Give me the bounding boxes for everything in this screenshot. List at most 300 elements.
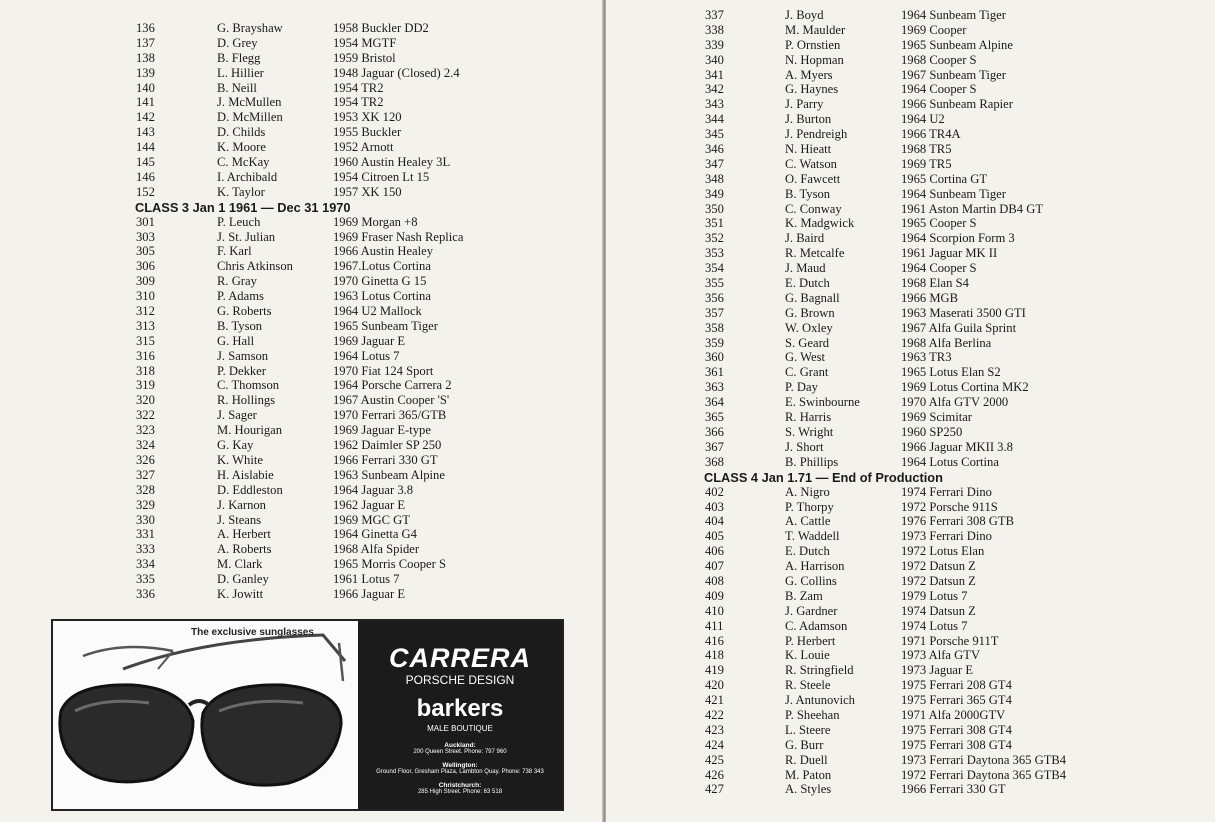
driver-name: G. Kay <box>217 438 254 453</box>
entry-row <box>0 110 603 125</box>
driver-name: J. Burton <box>785 112 832 127</box>
driver-name: J. Karnon <box>217 497 266 512</box>
entry-number: 367 <box>705 439 724 454</box>
class-4-heading: CLASS 4 Jan 1.71 — End of Production <box>704 469 943 485</box>
driver-name: N. Hopman <box>785 52 844 67</box>
driver-name: N. Hieatt <box>785 142 832 157</box>
driver-name: P. Ornstien <box>785 37 841 52</box>
car-model: 1964 U2 Mallock <box>333 304 422 319</box>
car-model: 1964 Porsche Carrera 2 <box>333 378 452 393</box>
entry-row <box>0 393 603 408</box>
entry-number: 316 <box>136 348 155 363</box>
driver-name: K. Jowitt <box>217 586 264 601</box>
driver-name: R. Hollings <box>217 393 276 408</box>
entry-number: 319 <box>136 378 155 393</box>
entry-row <box>606 112 1215 127</box>
entry-row <box>0 170 603 185</box>
car-model: 1966 Ferrari 330 GT <box>333 452 438 467</box>
driver-name: M. Hourigan <box>217 423 283 438</box>
entry-number: 312 <box>136 304 155 319</box>
entry-number: 333 <box>136 542 155 557</box>
car-model: 1975 Ferrari 365 GT4 <box>901 693 1012 708</box>
entry-row <box>606 574 1215 589</box>
entry-row <box>0 259 603 274</box>
car-model: 1962 Daimler SP 250 <box>333 438 442 453</box>
car-model: 1966 Sunbeam Rapier <box>901 97 1013 112</box>
entry-row <box>0 66 603 81</box>
class-4-entries <box>606 485 1215 798</box>
entry-row <box>606 202 1215 217</box>
entry-number: 139 <box>136 65 155 80</box>
driver-name: C. Adamson <box>785 618 848 633</box>
car-model: 1964 Jaguar 3.8 <box>333 482 414 497</box>
entry-row <box>606 350 1215 365</box>
entry-number: 424 <box>705 737 724 752</box>
car-model: 1973 Ferrari Dino <box>901 529 992 544</box>
driver-name: K. Taylor <box>217 184 265 199</box>
entry-number: 342 <box>705 82 724 97</box>
car-model: 1974 Datsun Z <box>901 603 976 618</box>
entry-number: 152 <box>136 184 155 199</box>
entry-row <box>606 172 1215 187</box>
driver-name: P. Thorpy <box>785 499 834 514</box>
car-model: 1954 TR2 <box>333 95 384 110</box>
entry-row <box>606 157 1215 172</box>
entry-number: 309 <box>136 274 155 289</box>
entry-number: 425 <box>705 752 724 767</box>
driver-name: R. Metcalfe <box>785 246 845 261</box>
entry-number: 363 <box>705 380 724 395</box>
entry-row <box>606 604 1215 619</box>
driver-name: C. McKay <box>217 155 270 170</box>
car-model: 1971 Alfa 2000GTV <box>901 707 1006 722</box>
entry-row <box>0 378 603 393</box>
entry-number: 411 <box>705 618 724 633</box>
entry-number: 419 <box>705 663 724 678</box>
entry-row <box>606 216 1215 231</box>
right-entry-list <box>606 8 1215 797</box>
entry-number: 423 <box>705 722 724 737</box>
entry-row <box>606 97 1215 112</box>
car-model: 1961 Jaguar MK II <box>901 246 998 261</box>
car-model: 1972 Porsche 911S <box>901 499 998 514</box>
car-model: 1965 Cortina GT <box>901 171 988 186</box>
entry-row <box>0 453 603 468</box>
entry-number: 360 <box>705 350 724 365</box>
car-model: 1964 Scorpion Form 3 <box>901 231 1015 246</box>
entry-number: 349 <box>705 186 724 201</box>
entry-number: 320 <box>136 393 155 408</box>
entry-number: 416 <box>705 633 724 648</box>
entry-row <box>606 723 1215 738</box>
entry-number: 350 <box>705 201 724 216</box>
entry-number: 327 <box>136 467 155 482</box>
driver-name: J. Boyd <box>785 8 824 22</box>
entry-row <box>606 53 1215 68</box>
driver-name: K. Moore <box>217 140 266 155</box>
entry-row <box>606 336 1215 351</box>
driver-name: D. Ganley <box>217 572 269 587</box>
driver-name: G. Haynes <box>785 82 839 97</box>
entry-number: 356 <box>705 290 724 305</box>
entry-number: 337 <box>705 8 724 22</box>
car-model: 1954 TR2 <box>333 80 384 95</box>
entry-number: 136 <box>136 21 155 35</box>
entry-row <box>606 276 1215 291</box>
car-model: 1963 TR3 <box>901 350 952 365</box>
driver-name: G. Brayshaw <box>217 21 283 35</box>
entry-row <box>0 51 603 66</box>
car-model: 1964 Lotus Cortina <box>901 454 999 469</box>
entry-row <box>606 23 1215 38</box>
car-model: 1966 Jaguar E <box>333 586 406 601</box>
entry-number: 339 <box>705 37 724 52</box>
entry-row <box>0 438 603 453</box>
entry-number: 402 <box>705 484 724 499</box>
car-model: 1954 MGTF <box>333 35 397 50</box>
driver-name: R. Harris <box>785 410 832 425</box>
entry-row <box>606 693 1215 708</box>
driver-name: B. Flegg <box>217 50 261 65</box>
entry-row <box>606 291 1215 306</box>
entry-number: 146 <box>136 169 155 184</box>
entry-number: 145 <box>136 155 155 170</box>
driver-name: A. Roberts <box>217 542 272 557</box>
car-model: 1970 Ferrari 365/GTB <box>333 408 447 423</box>
driver-name: G. Hall <box>217 333 255 348</box>
driver-name: K. White <box>217 452 263 467</box>
driver-name: J. Sager <box>217 408 257 423</box>
entry-row <box>0 557 603 572</box>
entry-row <box>606 544 1215 559</box>
entry-row <box>606 187 1215 202</box>
entry-number: 329 <box>136 497 155 512</box>
car-model: 1968 Alfa Spider <box>333 542 420 557</box>
entry-number: 427 <box>705 782 724 797</box>
entry-row <box>606 648 1215 663</box>
driver-name: G. Brown <box>785 305 835 320</box>
wellington-address: Wellington: Ground Floor, Gresham Plaza, Lambton Quay. Phone: 738 343 <box>376 762 544 775</box>
entry-row <box>606 708 1215 723</box>
driver-name: J. Maud <box>785 261 826 276</box>
driver-name: K. Louie <box>785 648 830 663</box>
entry-number: 323 <box>136 423 155 438</box>
entry-number: 305 <box>136 244 155 259</box>
driver-name: B. Phillips <box>785 454 839 469</box>
entry-number: 140 <box>136 80 155 95</box>
entry-row <box>606 559 1215 574</box>
driver-name: G. Collins <box>785 573 837 588</box>
entry-number: 137 <box>136 35 155 50</box>
car-model: 1960 Austin Healey 3L <box>333 155 451 170</box>
left-entry-list <box>0 21 603 602</box>
entry-number: 407 <box>705 559 724 574</box>
driver-name: P. Adams <box>217 289 264 304</box>
car-model: 1959 Bristol <box>333 50 396 65</box>
entry-number: 336 <box>136 586 155 601</box>
driver-name: A. Cattle <box>785 514 831 529</box>
entry-number: 347 <box>705 156 724 171</box>
entry-number: 318 <box>136 363 155 378</box>
entry-row <box>0 274 603 289</box>
aviator-sunglasses-icon <box>53 621 358 809</box>
entry-row <box>606 782 1215 797</box>
entry-number: 361 <box>705 365 724 380</box>
male-boutique-label: MALE BOUTIQUE <box>427 724 493 733</box>
entry-number: 345 <box>705 127 724 142</box>
driver-name: C. Grant <box>785 365 829 380</box>
entry-row <box>606 306 1215 321</box>
car-model: 1969 TR5 <box>901 156 952 171</box>
car-model: 1958 Buckler DD2 <box>333 21 429 35</box>
entry-number: 338 <box>705 22 724 37</box>
driver-name: I. Archibald <box>217 169 278 184</box>
entry-number: 328 <box>136 482 155 497</box>
entry-number: 405 <box>705 529 724 544</box>
driver-name: D. Eddleston <box>217 482 283 497</box>
car-model: 1979 Lotus 7 <box>901 588 968 603</box>
entry-row <box>0 140 603 155</box>
car-model: 1969 Jaguar E-type <box>333 423 431 438</box>
car-model: 1964 Lotus 7 <box>333 348 400 363</box>
entry-row <box>606 634 1215 649</box>
entry-row <box>0 125 603 140</box>
entry-number: 359 <box>705 335 724 350</box>
entry-row <box>0 304 603 319</box>
driver-name: A. Herbert <box>217 527 271 542</box>
car-model: 1964 U2 <box>901 112 945 127</box>
entry-row <box>606 514 1215 529</box>
entry-row <box>0 230 603 245</box>
sunglasses-photo <box>53 621 358 809</box>
driver-name: J. Antunovich <box>785 693 855 708</box>
entry-row <box>0 244 603 259</box>
entry-number: 334 <box>136 557 155 572</box>
car-model: 1966 Jaguar MKII 3.8 <box>901 439 1013 454</box>
entry-row <box>0 423 603 438</box>
driver-name: J. Short <box>785 439 824 454</box>
class-3-entries <box>0 215 603 602</box>
driver-name: G. Roberts <box>217 304 272 319</box>
driver-name: D. Childs <box>217 125 266 140</box>
driver-name: L. Hillier <box>217 65 264 80</box>
car-model: 1965 Sunbeam Tiger <box>333 318 438 333</box>
entry-number: 422 <box>705 707 724 722</box>
car-model: 1970 Ginetta G 15 <box>333 274 427 289</box>
entry-number: 322 <box>136 408 155 423</box>
entry-row <box>0 408 603 423</box>
entry-number: 313 <box>136 318 155 333</box>
entry-row <box>606 82 1215 97</box>
driver-name: K. Madgwick <box>785 216 855 231</box>
entry-row <box>0 513 603 528</box>
christchurch-address: Christchurch: 285 High Street. Phone: 63 518 <box>417 782 503 795</box>
car-model: 1975 Ferrari 308 GT4 <box>901 737 1012 752</box>
driver-name: P. Sheehan <box>785 707 840 722</box>
entry-number: 143 <box>136 125 155 140</box>
car-model: 1961 Lotus 7 <box>333 572 400 587</box>
driver-name: G. Bagnall <box>785 290 840 305</box>
car-model: 1973 Alfa GTV <box>901 648 981 663</box>
entry-number: 426 <box>705 767 724 782</box>
driver-name: B. Neill <box>217 80 257 95</box>
car-model: 1969 Jaguar E <box>333 333 406 348</box>
driver-name: E. Dutch <box>785 276 830 291</box>
entry-row <box>606 231 1215 246</box>
entry-number: 355 <box>705 276 724 291</box>
ad-brand-panel <box>358 621 562 809</box>
car-model: 1964 Sunbeam Tiger <box>901 186 1006 201</box>
driver-name: F. Karl <box>217 244 252 259</box>
entry-number: 331 <box>136 527 155 542</box>
driver-name: P. Dekker <box>217 363 266 378</box>
car-model: 1966 MGB <box>901 290 959 305</box>
entry-number: 341 <box>705 67 724 82</box>
entry-number: 368 <box>705 454 724 469</box>
entry-row <box>0 185 603 200</box>
driver-name: A. Myers <box>785 67 833 82</box>
entry-row <box>606 678 1215 693</box>
entry-number: 303 <box>136 229 155 244</box>
car-model: 1969 Cooper <box>901 22 967 37</box>
entry-number: 364 <box>705 395 724 410</box>
driver-name: R. Duell <box>785 752 828 767</box>
driver-name: W. Oxley <box>785 320 833 335</box>
car-model: 1960 SP250 <box>901 424 963 439</box>
car-model: 1968 TR5 <box>901 142 952 157</box>
car-model: 1952 Arnott <box>333 140 394 155</box>
entry-row <box>0 289 603 304</box>
carrera-logo: CARRERA <box>389 643 531 673</box>
car-model: 1968 Cooper S <box>901 52 977 67</box>
driver-name: J. Steans <box>217 512 262 527</box>
car-model: 1967 Sunbeam Tiger <box>901 67 1006 82</box>
car-model: 1970 Alfa GTV 2000 <box>901 395 1009 410</box>
car-model: 1968 Alfa Berlina <box>901 335 992 350</box>
carrera-advertisement <box>51 619 564 811</box>
driver-name: G. West <box>785 350 826 365</box>
class-3-heading: CLASS 3 Jan 1 1961 — Dec 31 1970 <box>135 199 351 215</box>
ad-tagline: The exclusive sunglasses <box>191 627 314 638</box>
car-model: 1966 TR4A <box>901 127 961 142</box>
class-2-entries <box>0 21 603 200</box>
car-model: 1974 Lotus 7 <box>901 618 968 633</box>
entry-row <box>606 440 1215 455</box>
entry-row <box>0 364 603 379</box>
car-model: 1969 Fraser Nash Replica <box>333 229 464 244</box>
class-3-entries-continued <box>606 8 1215 470</box>
entry-row <box>606 663 1215 678</box>
driver-name: E. Swinbourne <box>785 395 860 410</box>
entry-row <box>0 36 603 51</box>
car-model: 1969 MGC GT <box>333 512 410 527</box>
entry-number: 418 <box>705 648 724 663</box>
driver-name: T. Waddell <box>785 529 840 544</box>
entry-number: 138 <box>136 50 155 65</box>
entry-number: 326 <box>136 452 155 467</box>
driver-name: D. McMillen <box>217 110 283 125</box>
car-model: 1969 Lotus Cortina MK2 <box>901 380 1029 395</box>
driver-name: G. Burr <box>785 737 824 752</box>
driver-name: J. Gardner <box>785 603 838 618</box>
entry-number: 354 <box>705 261 724 276</box>
car-model: 1972 Ferrari Daytona 365 GTB4 <box>901 767 1067 782</box>
car-model: 1963 Sunbeam Alpine <box>333 467 445 482</box>
driver-name: B. Tyson <box>785 186 831 201</box>
entry-number: 352 <box>705 231 724 246</box>
entry-row <box>0 95 603 110</box>
entry-number: 141 <box>136 95 155 110</box>
car-model: 1964 Sunbeam Tiger <box>901 8 1006 22</box>
entry-row <box>0 319 603 334</box>
entry-number: 420 <box>705 678 724 693</box>
driver-name: L. Steere <box>785 722 831 737</box>
right-page <box>606 0 1215 822</box>
entry-row <box>0 527 603 542</box>
entry-row <box>0 542 603 557</box>
entry-number: 358 <box>705 320 724 335</box>
driver-name: P. Day <box>785 380 818 395</box>
car-model: 1968 Elan S4 <box>901 276 969 291</box>
car-model: 1953 XK 120 <box>333 110 402 125</box>
entry-row <box>606 753 1215 768</box>
car-model: 1965 Lotus Elan S2 <box>901 365 1001 380</box>
entry-number: 315 <box>136 333 155 348</box>
entry-number: 408 <box>705 573 724 588</box>
entry-row <box>0 81 603 96</box>
driver-name: S. Wright <box>785 424 834 439</box>
car-model: 1965 Morris Cooper S <box>333 557 446 572</box>
driver-name: M. Paton <box>785 767 832 782</box>
car-model: 1965 Sunbeam Alpine <box>901 37 1013 52</box>
porsche-design-label: PORSCHE DESIGN <box>405 673 515 687</box>
driver-name: B. Zam <box>785 588 823 603</box>
entry-row <box>0 21 603 36</box>
entry-row <box>0 215 603 230</box>
car-model: 1966 Ferrari 330 GT <box>901 782 1006 797</box>
driver-name: J. St. Julian <box>217 229 276 244</box>
entry-number: 144 <box>136 140 155 155</box>
entry-row <box>606 321 1215 336</box>
entry-row <box>606 738 1215 753</box>
entry-row <box>606 485 1215 500</box>
car-model: 1963 Maserati 3500 GTI <box>901 305 1026 320</box>
car-model: 1963 Lotus Cortina <box>333 289 431 304</box>
car-model: 1969 Morgan +8 <box>333 214 418 229</box>
entry-number: 301 <box>136 214 155 229</box>
entry-number: 310 <box>136 289 155 304</box>
entry-row <box>0 498 603 513</box>
driver-name: A. Styles <box>785 782 832 797</box>
driver-name: A. Harrison <box>785 559 845 574</box>
auckland-address: Auckland: 200 Queen Street. Phone: 797 960 <box>413 742 507 755</box>
entry-row <box>606 246 1215 261</box>
entry-row <box>0 468 603 483</box>
driver-name: R. Steele <box>785 678 831 693</box>
entry-number: 410 <box>705 603 724 618</box>
entry-number: 353 <box>705 246 724 261</box>
entry-row <box>0 587 603 602</box>
entry-row <box>606 395 1215 410</box>
car-model: 1967 Alfa Guila Sprint <box>901 320 1017 335</box>
driver-name: A. Nigro <box>785 484 830 499</box>
driver-name: C. Watson <box>785 156 837 171</box>
entry-row <box>606 500 1215 515</box>
entry-row <box>606 455 1215 470</box>
car-model: 1972 Datsun Z <box>901 573 976 588</box>
driver-name: B. Tyson <box>217 318 263 333</box>
car-model: 1973 Ferrari Daytona 365 GTB4 <box>901 752 1067 767</box>
